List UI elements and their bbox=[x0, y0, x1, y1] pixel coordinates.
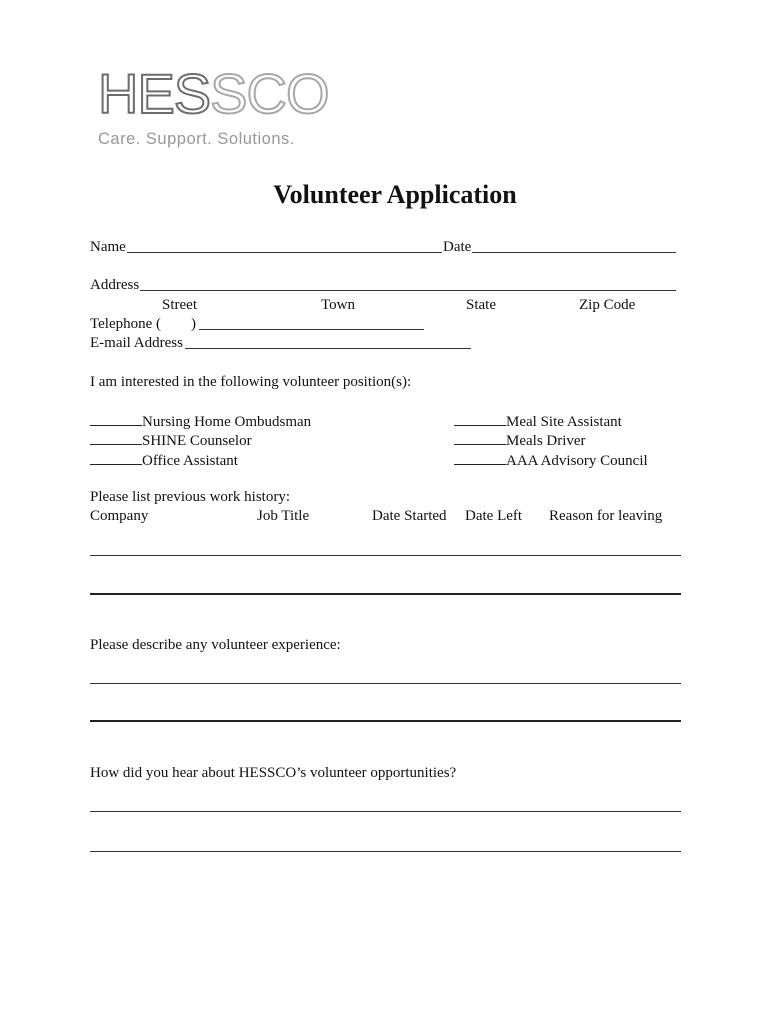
position-checkbox-blank[interactable] bbox=[454, 411, 506, 426]
date-field[interactable] bbox=[472, 252, 676, 253]
page-title: Volunteer Application bbox=[273, 180, 517, 209]
position-label: Office Assistant bbox=[142, 453, 238, 469]
column-reason-for-leaving: Reason for leaving bbox=[549, 508, 663, 524]
street-label: Street bbox=[162, 297, 197, 313]
position-label: AAA Advisory Council bbox=[506, 453, 648, 469]
address-field[interactable] bbox=[140, 290, 676, 291]
volunteer-experience-line[interactable] bbox=[90, 683, 681, 684]
position-option[interactable] bbox=[90, 450, 238, 470]
email-field[interactable] bbox=[185, 348, 471, 349]
position-checkbox-blank[interactable] bbox=[454, 430, 506, 445]
column-company: Company bbox=[90, 508, 149, 524]
work-history-prompt: Please list previous work history: bbox=[90, 489, 290, 505]
position-label: Meal Site Assistant bbox=[506, 414, 622, 430]
column-job-title: Job Title bbox=[257, 508, 310, 524]
position-checkbox-blank[interactable] bbox=[90, 450, 142, 465]
volunteer-experience-prompt: Please describe any volunteer experience: bbox=[90, 637, 341, 653]
logo-tagline: Care. Support. Solutions. bbox=[98, 130, 295, 148]
email-label: E-mail Address bbox=[90, 335, 183, 351]
hessco-logo bbox=[98, 62, 329, 148]
position-label: Meals Driver bbox=[506, 433, 586, 449]
positions-intro: I am interested in the following volunteer position(s): bbox=[90, 374, 412, 390]
logo-word-part1: HES bbox=[98, 62, 211, 125]
referral-line[interactable] bbox=[90, 851, 681, 852]
work-history-line[interactable] bbox=[90, 593, 681, 595]
position-checkbox-blank[interactable] bbox=[90, 411, 142, 426]
referral-line[interactable] bbox=[90, 811, 681, 812]
state-label: State bbox=[466, 297, 496, 313]
town-label: Town bbox=[321, 297, 355, 313]
position-option[interactable] bbox=[90, 411, 311, 431]
volunteer-experience-line[interactable] bbox=[90, 720, 681, 722]
position-option[interactable] bbox=[454, 450, 648, 470]
position-checkbox-blank[interactable] bbox=[454, 450, 506, 465]
date-label: Date bbox=[443, 239, 472, 255]
position-option[interactable] bbox=[454, 430, 586, 450]
telephone-label: Telephone ( ) bbox=[90, 316, 196, 332]
name-field[interactable] bbox=[127, 252, 442, 253]
zip-code-label: Zip Code bbox=[579, 297, 636, 313]
column-date-started: Date Started bbox=[372, 508, 447, 524]
position-label: SHINE Counselor bbox=[142, 433, 252, 449]
position-checkbox-blank[interactable] bbox=[90, 430, 142, 445]
name-label: Name bbox=[90, 239, 126, 255]
column-date-left: Date Left bbox=[465, 508, 523, 524]
work-history-line[interactable] bbox=[90, 555, 681, 556]
telephone-field[interactable] bbox=[199, 329, 424, 330]
address-label: Address bbox=[90, 277, 140, 293]
logo-word-part2: SCO bbox=[210, 62, 329, 125]
referral-prompt: How did you hear about HESSCO’s volunteer opportunities? bbox=[90, 765, 457, 781]
position-option[interactable] bbox=[90, 430, 252, 450]
position-option[interactable] bbox=[454, 411, 622, 431]
position-label: Nursing Home Ombudsman bbox=[142, 414, 312, 430]
